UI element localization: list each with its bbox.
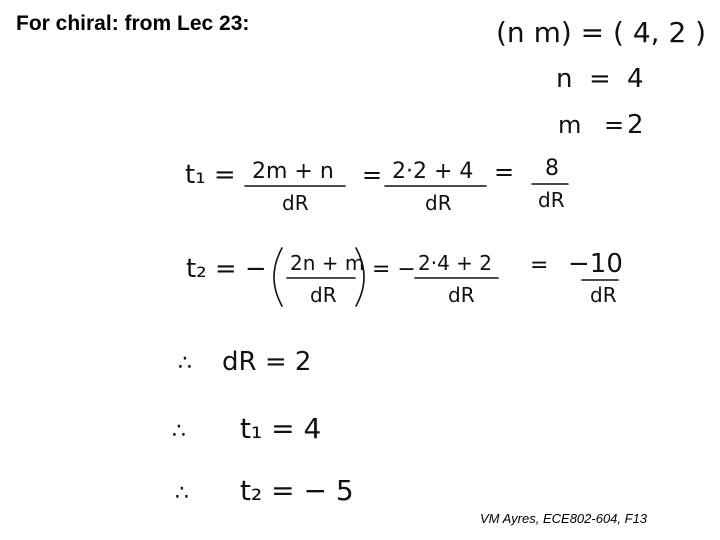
t1-result: t₁ = 4 [240,412,322,445]
n-equals: = [589,64,611,94]
t2-left-paren [274,248,282,306]
m-label: m [558,111,582,139]
t2-frac1-denominator: dR [310,283,337,307]
t1-equation [185,156,568,215]
results [172,347,354,507]
t1-frac1-numerator: 2m + n [252,159,334,184]
t1-equals-2: = [362,161,383,189]
dr-result: dR = 2 [222,347,312,377]
t2-equals-3: = [530,253,549,278]
t2-lhs: t₂ = − [186,254,267,284]
t2-equation [186,248,623,307]
therefore-icon-1: ∴ [178,351,192,376]
t2-equals-2: = − [372,257,416,282]
given-values [496,16,706,140]
therefore-icon-2: ∴ [172,419,186,444]
therefore-icon-3: ∴ [175,481,189,506]
t1-lhs: t₁ = [185,160,236,190]
nm-pair-text: (n m) = ( 4, 2 ) [496,16,707,49]
t1-frac3-denominator: dR [538,188,565,212]
slide-credit: VM Ayres, ECE802-604, F13 [480,511,648,526]
t1-frac2-denominator: dR [425,191,452,215]
m-value: 2 [627,110,644,140]
t2-frac3-numerator: −10 [568,249,623,279]
t2-frac2-denominator: dR [448,283,475,307]
t1-equals-3: = [494,158,515,186]
n-value: 4 [627,64,644,94]
n-label: n [556,64,573,94]
slide-title: For chiral: from Lec 23: [16,12,250,35]
m-equals: = [604,111,625,139]
t2-frac1-numerator: 2n + m [290,251,365,275]
t1-frac3-numerator: 8 [545,156,559,181]
t1-frac2-numerator: 2·2 + 4 [392,159,474,184]
t2-frac3-denominator: dR [590,283,617,307]
t2-frac2-numerator: 2·4 + 2 [418,251,493,275]
t1-frac1-denominator: dR [282,191,309,215]
t2-result: t₂ = − 5 [240,474,354,507]
